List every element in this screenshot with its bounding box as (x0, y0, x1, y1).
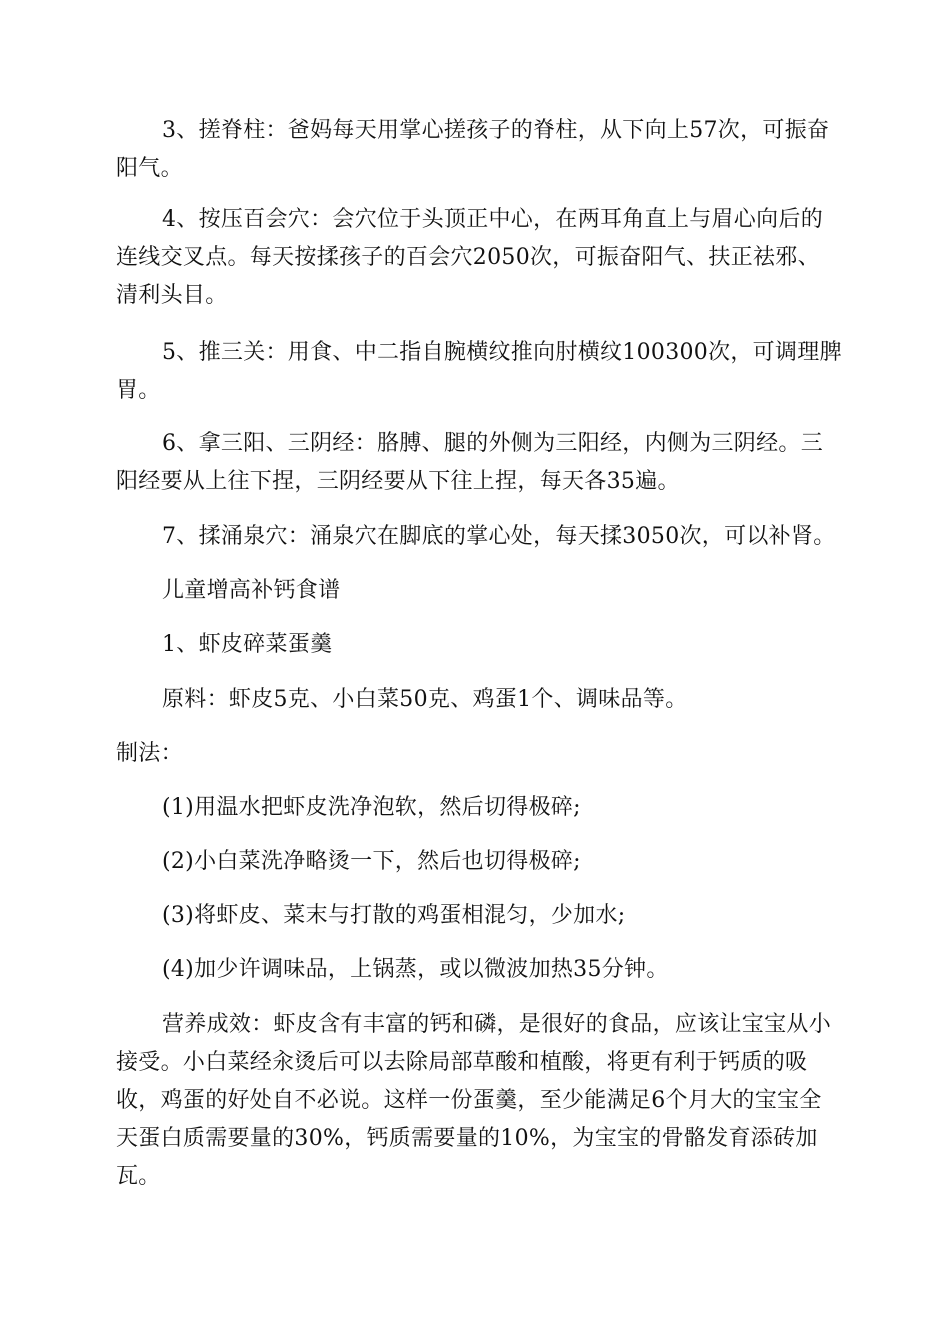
text-line: 3、搓脊柱：爸妈每天用掌心搓孩子的脊柱，从下向上57次，可振奋 (162, 118, 830, 143)
massage-item-7 (116, 518, 836, 556)
massage-item-6 (116, 425, 836, 501)
text-line: 营养成效：虾皮含有丰富的钙和磷，是很好的食品，应该让宝宝从小 (162, 1012, 832, 1037)
ingredients-text: 原料：虾皮5克、小白菜50克、鸡蛋1个、调味品等。 (162, 687, 688, 712)
step-2 (116, 843, 836, 881)
method-label-text: 制法： (116, 741, 183, 766)
section-heading: 儿童增高补钙食谱 (162, 578, 341, 603)
recipe-section-title (116, 572, 836, 610)
massage-item-4 (116, 201, 836, 315)
text-line: 阳经要从上往下捏，三阴经要从下往上捏，每天各35遍。 (116, 469, 680, 494)
nutrition-paragraph (116, 1006, 836, 1196)
step-text: (2)小白菜洗净略烫一下，然后也切得极碎; (162, 849, 581, 874)
method-label (116, 735, 836, 773)
massage-item-5 (116, 334, 842, 410)
text-line: 收，鸡蛋的好处自不必说。这样一份蛋羹，至少能满足6个月大的宝宝全 (116, 1088, 822, 1113)
text-line: 胃。 (116, 378, 161, 403)
step-text: (4)加少许调味品，上锅蒸，或以微波加热35分钟。 (162, 957, 669, 982)
text-line: 7、揉涌泉穴：涌泉穴在脚底的掌心处，每天揉3050次，可以补肾。 (162, 524, 836, 549)
text-line: 6、拿三阳、三阴经：胳膊、腿的外侧为三阳经，内侧为三阴经。三 (162, 431, 823, 456)
text-line: 接受。小白菜经汆烫后可以去除局部草酸和植酸，将更有利于钙质的吸 (116, 1050, 808, 1075)
step-text: (1)用温水把虾皮洗净泡软，然后切得极碎; (162, 795, 581, 820)
step-3 (116, 897, 836, 935)
text-line: 4、按压百会穴：会穴位于头顶正中心，在两耳角直上与眉心向后的 (162, 207, 823, 232)
ingredients (116, 681, 836, 719)
step-text: (3)将虾皮、菜末与打散的鸡蛋相混匀，少加水; (162, 903, 626, 928)
step-4 (116, 951, 836, 989)
text-line: 阳气。 (116, 156, 183, 181)
recipe-heading: 1、虾皮碎菜蛋羹 (162, 632, 333, 657)
recipe-title (116, 626, 836, 664)
text-line: 瓦。 (116, 1164, 161, 1189)
text-line: 连线交叉点。每天按揉孩子的百会穴2050次，可振奋阳气、扶正祛邪、 (116, 245, 820, 270)
text-line: 清利头目。 (116, 283, 228, 308)
text-line: 5、推三关：用食、中二指自腕横纹推向肘横纹100300次，可调理脾 (162, 340, 842, 365)
step-1 (116, 789, 836, 827)
text-line: 天蛋白质需要量的30%，钙质需要量的10%，为宝宝的骨骼发育添砖加 (116, 1126, 818, 1151)
massage-item-3 (116, 112, 836, 188)
